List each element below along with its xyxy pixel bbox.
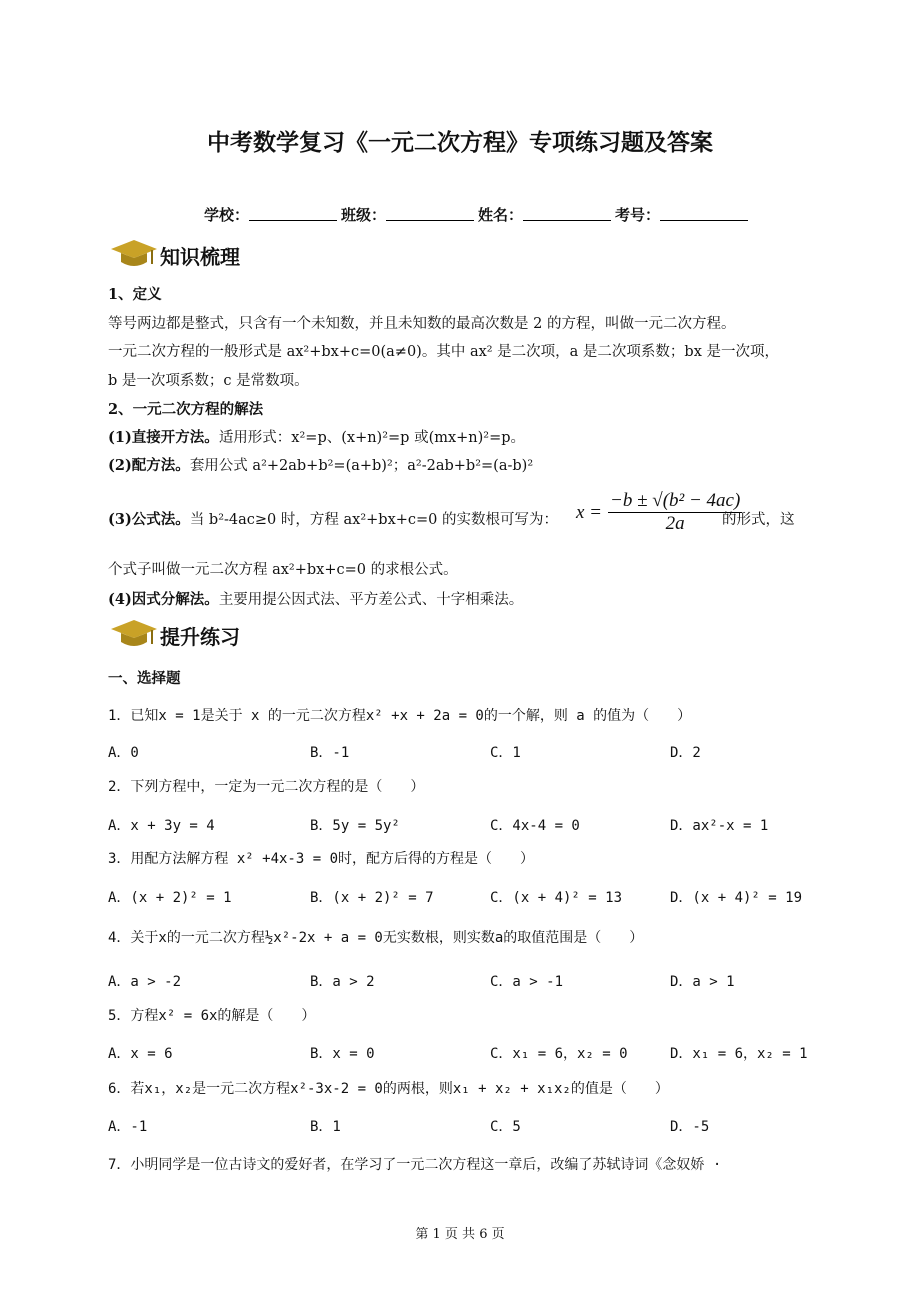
question-2: 2．下列方程中，一定为一元二次方程的是（ ） — [108, 779, 425, 795]
question-5-option-C: C．x₁ = 6，x₂ = 0 — [490, 1046, 628, 1062]
graduation-cap-icon — [110, 618, 158, 652]
method-label: (1)直接开方法。 — [108, 429, 219, 446]
formula-lhs: x = — [576, 501, 603, 523]
general-form-text-2: b 是一次项系数；c 是常数项。 — [108, 373, 309, 389]
question-5: 5．方程x² = 6x的解是（ ） — [108, 1008, 316, 1024]
general-form-text: 一元二次方程的一般形式是 ax²+bx+c=0(a≠0)。其中 ax² 是二次项，a 是二次项系数；bx 是一次项， — [108, 344, 780, 360]
name-label: 姓名： — [478, 206, 524, 224]
methods-heading: 2、一元二次方程的解法 — [108, 401, 264, 418]
question-3: 3．用配方法解方程 x² +4x-3 = 0时，配方后得的方程是（ ） — [108, 851, 535, 867]
page-title: 中考数学复习《一元二次方程》专项练习题及答案 — [207, 130, 713, 156]
number-blank — [660, 204, 748, 221]
method-1 — [108, 428, 525, 448]
question-2-option-A: A．x + 3y = 4 — [108, 818, 215, 834]
class-label: 班级： — [341, 206, 387, 224]
question-1-option-C: C．1 — [490, 745, 521, 761]
question-6-option-B: B．1 — [310, 1119, 341, 1135]
school-label: 学校： — [204, 206, 250, 224]
school-blank — [249, 204, 337, 221]
question-6: 6．若x₁，x₂是一元二次方程x²-3x-2 = 0的两根，则x₁ + x₂ + x₁x₂的值是（ ） — [108, 1081, 669, 1097]
method-3-tail: 的形式，这 — [722, 512, 795, 528]
quadratic-formula — [576, 490, 742, 535]
question-5-option-D: D．x₁ = 6，x₂ = 1 — [670, 1046, 808, 1062]
class-blank — [386, 204, 474, 221]
method-3 — [108, 510, 558, 530]
formula-numerator: −b ± √(b² − 4ac) — [610, 490, 741, 511]
method-label: (2)配方法。 — [108, 457, 190, 474]
question-3-option-B: B．(x + 2)² = 7 — [310, 890, 434, 906]
student-info-line — [204, 204, 752, 225]
question-4-option-D: D．a > 1 — [670, 974, 735, 990]
question-1-option-A: A．0 — [108, 745, 139, 761]
formula-denominator: 2a — [665, 513, 685, 534]
page-footer: 第 1 页 共 6 页 — [415, 1227, 505, 1242]
question-4-option-A: A．a > -2 — [108, 974, 182, 990]
name-blank — [523, 204, 611, 221]
question-2-option-C: C．4x-4 = 0 — [490, 818, 580, 834]
method-text: 套用公式 a²+2ab+b²=(a+b)²；a²-2ab+b²=(a-b)² — [189, 458, 534, 474]
method-label: (4)因式分解法。 — [108, 591, 219, 608]
question-4-option-B: B．a > 2 — [310, 974, 375, 990]
question-2-option-B: B．5y = 5y² — [310, 818, 400, 834]
section-heading-practice — [110, 618, 240, 652]
method-text: 适用形式：x²=p、(x+n)²=p 或(mx+n)²=p。 — [218, 430, 526, 446]
method-4 — [108, 590, 523, 610]
method-text: 主要用提公因式法、平方差公式、十字相乘法。 — [218, 592, 524, 608]
section-title: 知识梳理 — [160, 244, 240, 269]
method-label: (3)公式法。 — [108, 511, 190, 528]
question-7: 7．小明同学是一位古诗文的爱好者，在学习了一元二次方程这一章后，改编了苏轼诗词《念奴娇 · — [108, 1157, 722, 1173]
definition-heading: 1、定义 — [108, 286, 162, 303]
question-3-option-C: C．(x + 4)² = 13 — [490, 890, 623, 906]
method-2 — [108, 456, 533, 476]
question-4-option-C: C．a > -1 — [490, 974, 564, 990]
question-3-option-D: D．(x + 4)² = 19 — [670, 890, 803, 906]
section-heading-knowledge — [110, 238, 240, 272]
question-1: 1．已知x = 1是关于 x 的一元二次方程x² +x + 2a = 0的一个解，则 a 的值为（ ） — [108, 708, 692, 724]
question-6-option-D: D．-5 — [670, 1119, 710, 1135]
question-1-option-B: B．-1 — [310, 745, 350, 761]
question-6-option-C: C．5 — [490, 1119, 521, 1135]
graduation-cap-icon — [110, 238, 158, 272]
question-1-option-D: D．2 — [670, 745, 701, 761]
question-3-option-A: A．(x + 2)² = 1 — [108, 890, 232, 906]
question-6-option-A: A．-1 — [108, 1119, 148, 1135]
section-title: 提升练习 — [160, 624, 240, 649]
definition-text: 等号两边都是整式，只含有一个未知数，并且未知数的最高次数是 2 的方程，叫做一元二次方程。 — [108, 316, 736, 332]
method-3-text-2: 个式子叫做一元二次方程 ax²+bx+c=0 的求根公式。 — [108, 562, 458, 578]
number-label: 考号： — [615, 206, 661, 224]
part-heading: 一、选择题 — [108, 670, 181, 687]
question-2-option-D: D．ax²-x = 1 — [670, 818, 769, 834]
question-5-option-B: B．x = 0 — [310, 1046, 375, 1062]
question-4: 4．关于x的一元二次方程½x²-2x + a = 0无实数根，则实数a的取值范围是（ ） — [108, 930, 644, 946]
question-5-option-A: A．x = 6 — [108, 1046, 173, 1062]
method-text: 当 b²-4ac≥0 时，方程 ax²+bx+c=0 的实数根可写为： — [189, 512, 558, 528]
